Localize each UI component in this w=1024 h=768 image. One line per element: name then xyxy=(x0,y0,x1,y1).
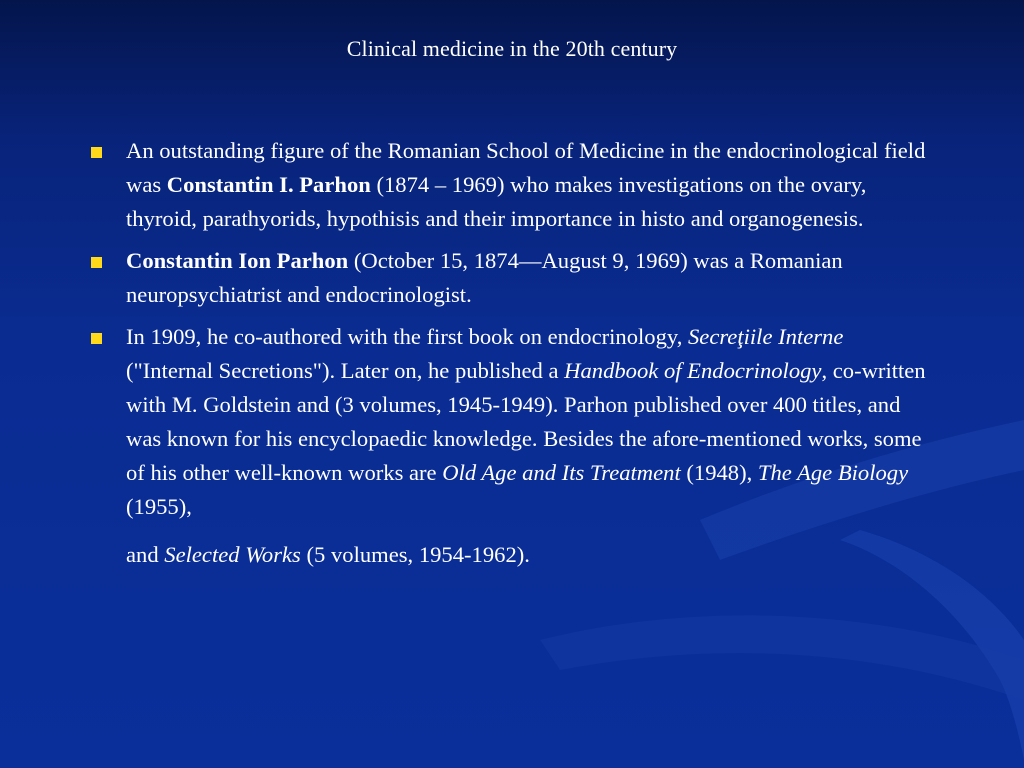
square-bullet-icon xyxy=(91,257,102,268)
book-title: The Age Biology xyxy=(757,460,909,485)
text-run: (1874 – 1969) who makes investigations on the ovary, thyroid, parathyorids, hypothisis and their importance in histo and organogenesis. xyxy=(126,172,867,231)
bullet-item-parhon-works xyxy=(88,320,928,572)
text-run: (October 15, 1874—August 9, 1969) was a Romanian neuropsychiatrist and endocrinologist. xyxy=(126,248,843,307)
bold-name: Constantin Ion Parhon xyxy=(126,248,349,273)
bullet-text xyxy=(126,248,843,307)
text-run: (5 volumes, 1954-1962). xyxy=(300,542,530,567)
text-run: and xyxy=(126,542,165,567)
book-title: Handbook of Endocrinology xyxy=(564,358,822,383)
bullet-text xyxy=(126,138,925,231)
text-run: ("Internal Secretions"). Later on, he published a xyxy=(126,358,565,383)
text-run: , co-written with M. Goldstein and (3 volumes, 1945-1949). Parhon published over 400 titles, and was known for his encyclopaedic knowledge. Besides the afore-mentioned works, some of his other well-known works are xyxy=(126,358,926,485)
bullet-last-line xyxy=(126,538,530,572)
slide-title: Clinical medicine in the 20th century xyxy=(346,36,678,61)
bullet-list xyxy=(88,134,928,580)
bullet-item-parhon-intro xyxy=(88,134,928,236)
text-run: In 1909, he co-authored with the first book on endocrinology, xyxy=(126,324,688,349)
book-title: Secreţiile Interne xyxy=(688,324,844,349)
text-run: (1948), xyxy=(680,460,758,485)
square-bullet-icon xyxy=(91,147,102,158)
bullet-text xyxy=(126,324,926,567)
bullet-item-parhon-bio xyxy=(88,244,928,312)
square-bullet-icon xyxy=(91,333,102,344)
text-run: (1955), xyxy=(126,494,192,519)
bold-name: Constantin I. Parhon xyxy=(166,172,371,197)
book-title: Selected Works xyxy=(164,542,301,567)
book-title: Old Age and Its Treatment xyxy=(442,460,681,485)
text-run: An outstanding figure of the Romanian School of Medicine in the endocrinological field was xyxy=(126,138,926,197)
